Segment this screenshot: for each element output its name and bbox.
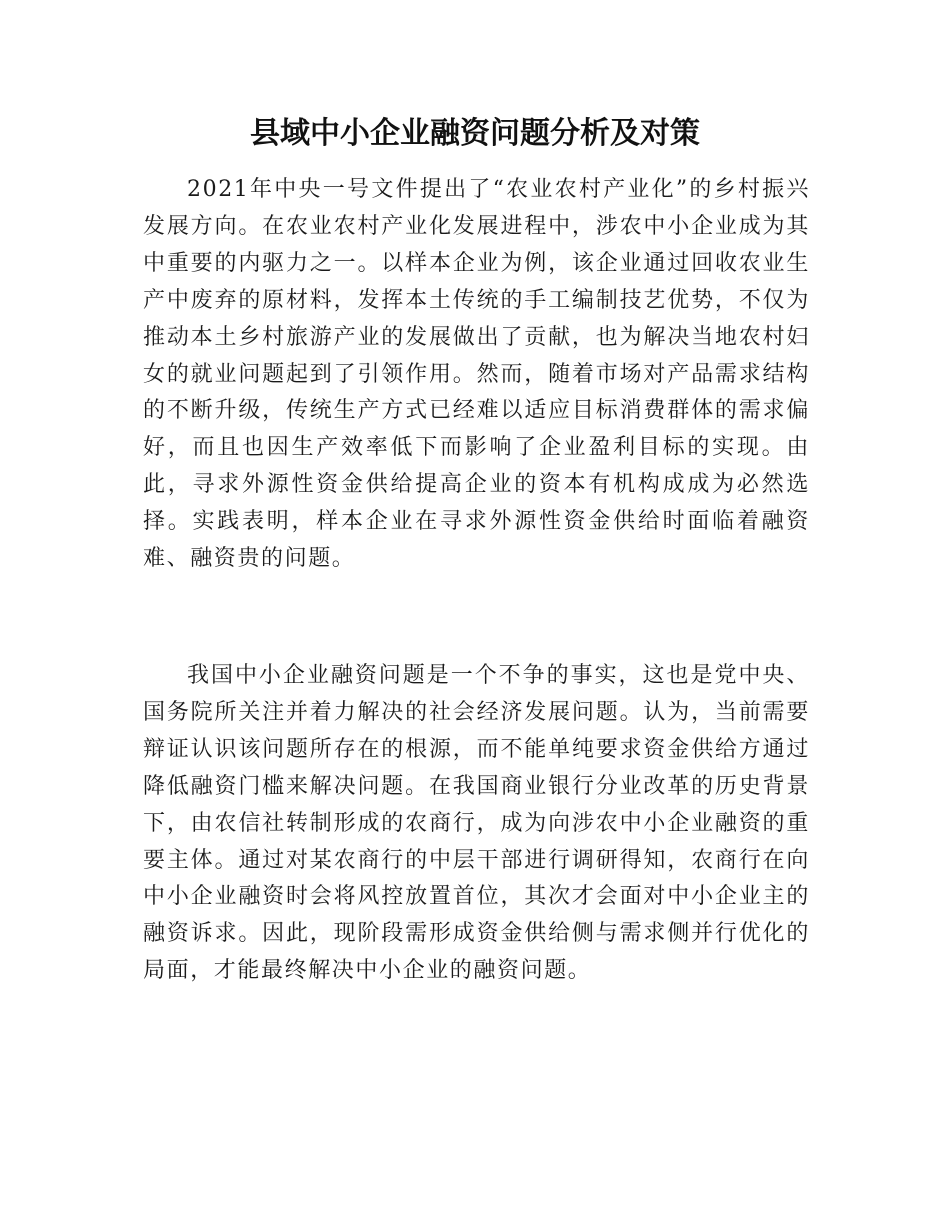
paragraph-1: 2021年中央一号文件提出了“农业农村产业化”的乡村振兴发展方向。在农业农村产业化发展进程中，涉农中小企业成为其中重要的内驱力之一。以样本企业为例，该企业通过回收农业生产中废弃的原材料，发挥本土传统的手工编制技艺优势，不仅为推动本土乡村旅游产业的发展做出了贡献，也为解决当地农村妇女的就业问题起到了引领作用。然而，随着市场对产品需求结构的不断升级，传统生产方式已经难以适应目标消费群体的需求偏好，而且也因生产效率低下而影响了企业盈利目标的实现。由此，寻求外源性资金供给提高企业的资本有机构成成为必然选择。实践表明，样本企业在寻求外源性资金供给时面临着融资难、融资贵的问题。 (143, 177, 810, 572)
document-title: 县域中小企业融资问题分析及对策 (250, 116, 700, 151)
paragraph-2: 我国中小企业融资问题是一个不争的事实，这也是党中央、国务院所关注并着力解决的社会经济发展问题。认为，当前需要辩证认识该问题所存在的根源，而不能单纯要求资金供给方通过降低融资门槛来解决问题。在我国商业银行分业改革的历史背景下，由农信社转制形成的农商行，成为向涉农中小企业融资的重要主体。通过对某农商行的中层干部进行调研得知，农商行在向中小企业融资时会将风控放置首位，其次才会面对中小企业主的融资诉求。因此，现阶段需形成资金供给侧与需求侧并行优化的局面，才能最终解决中小企业的融资问题。 (143, 663, 810, 984)
